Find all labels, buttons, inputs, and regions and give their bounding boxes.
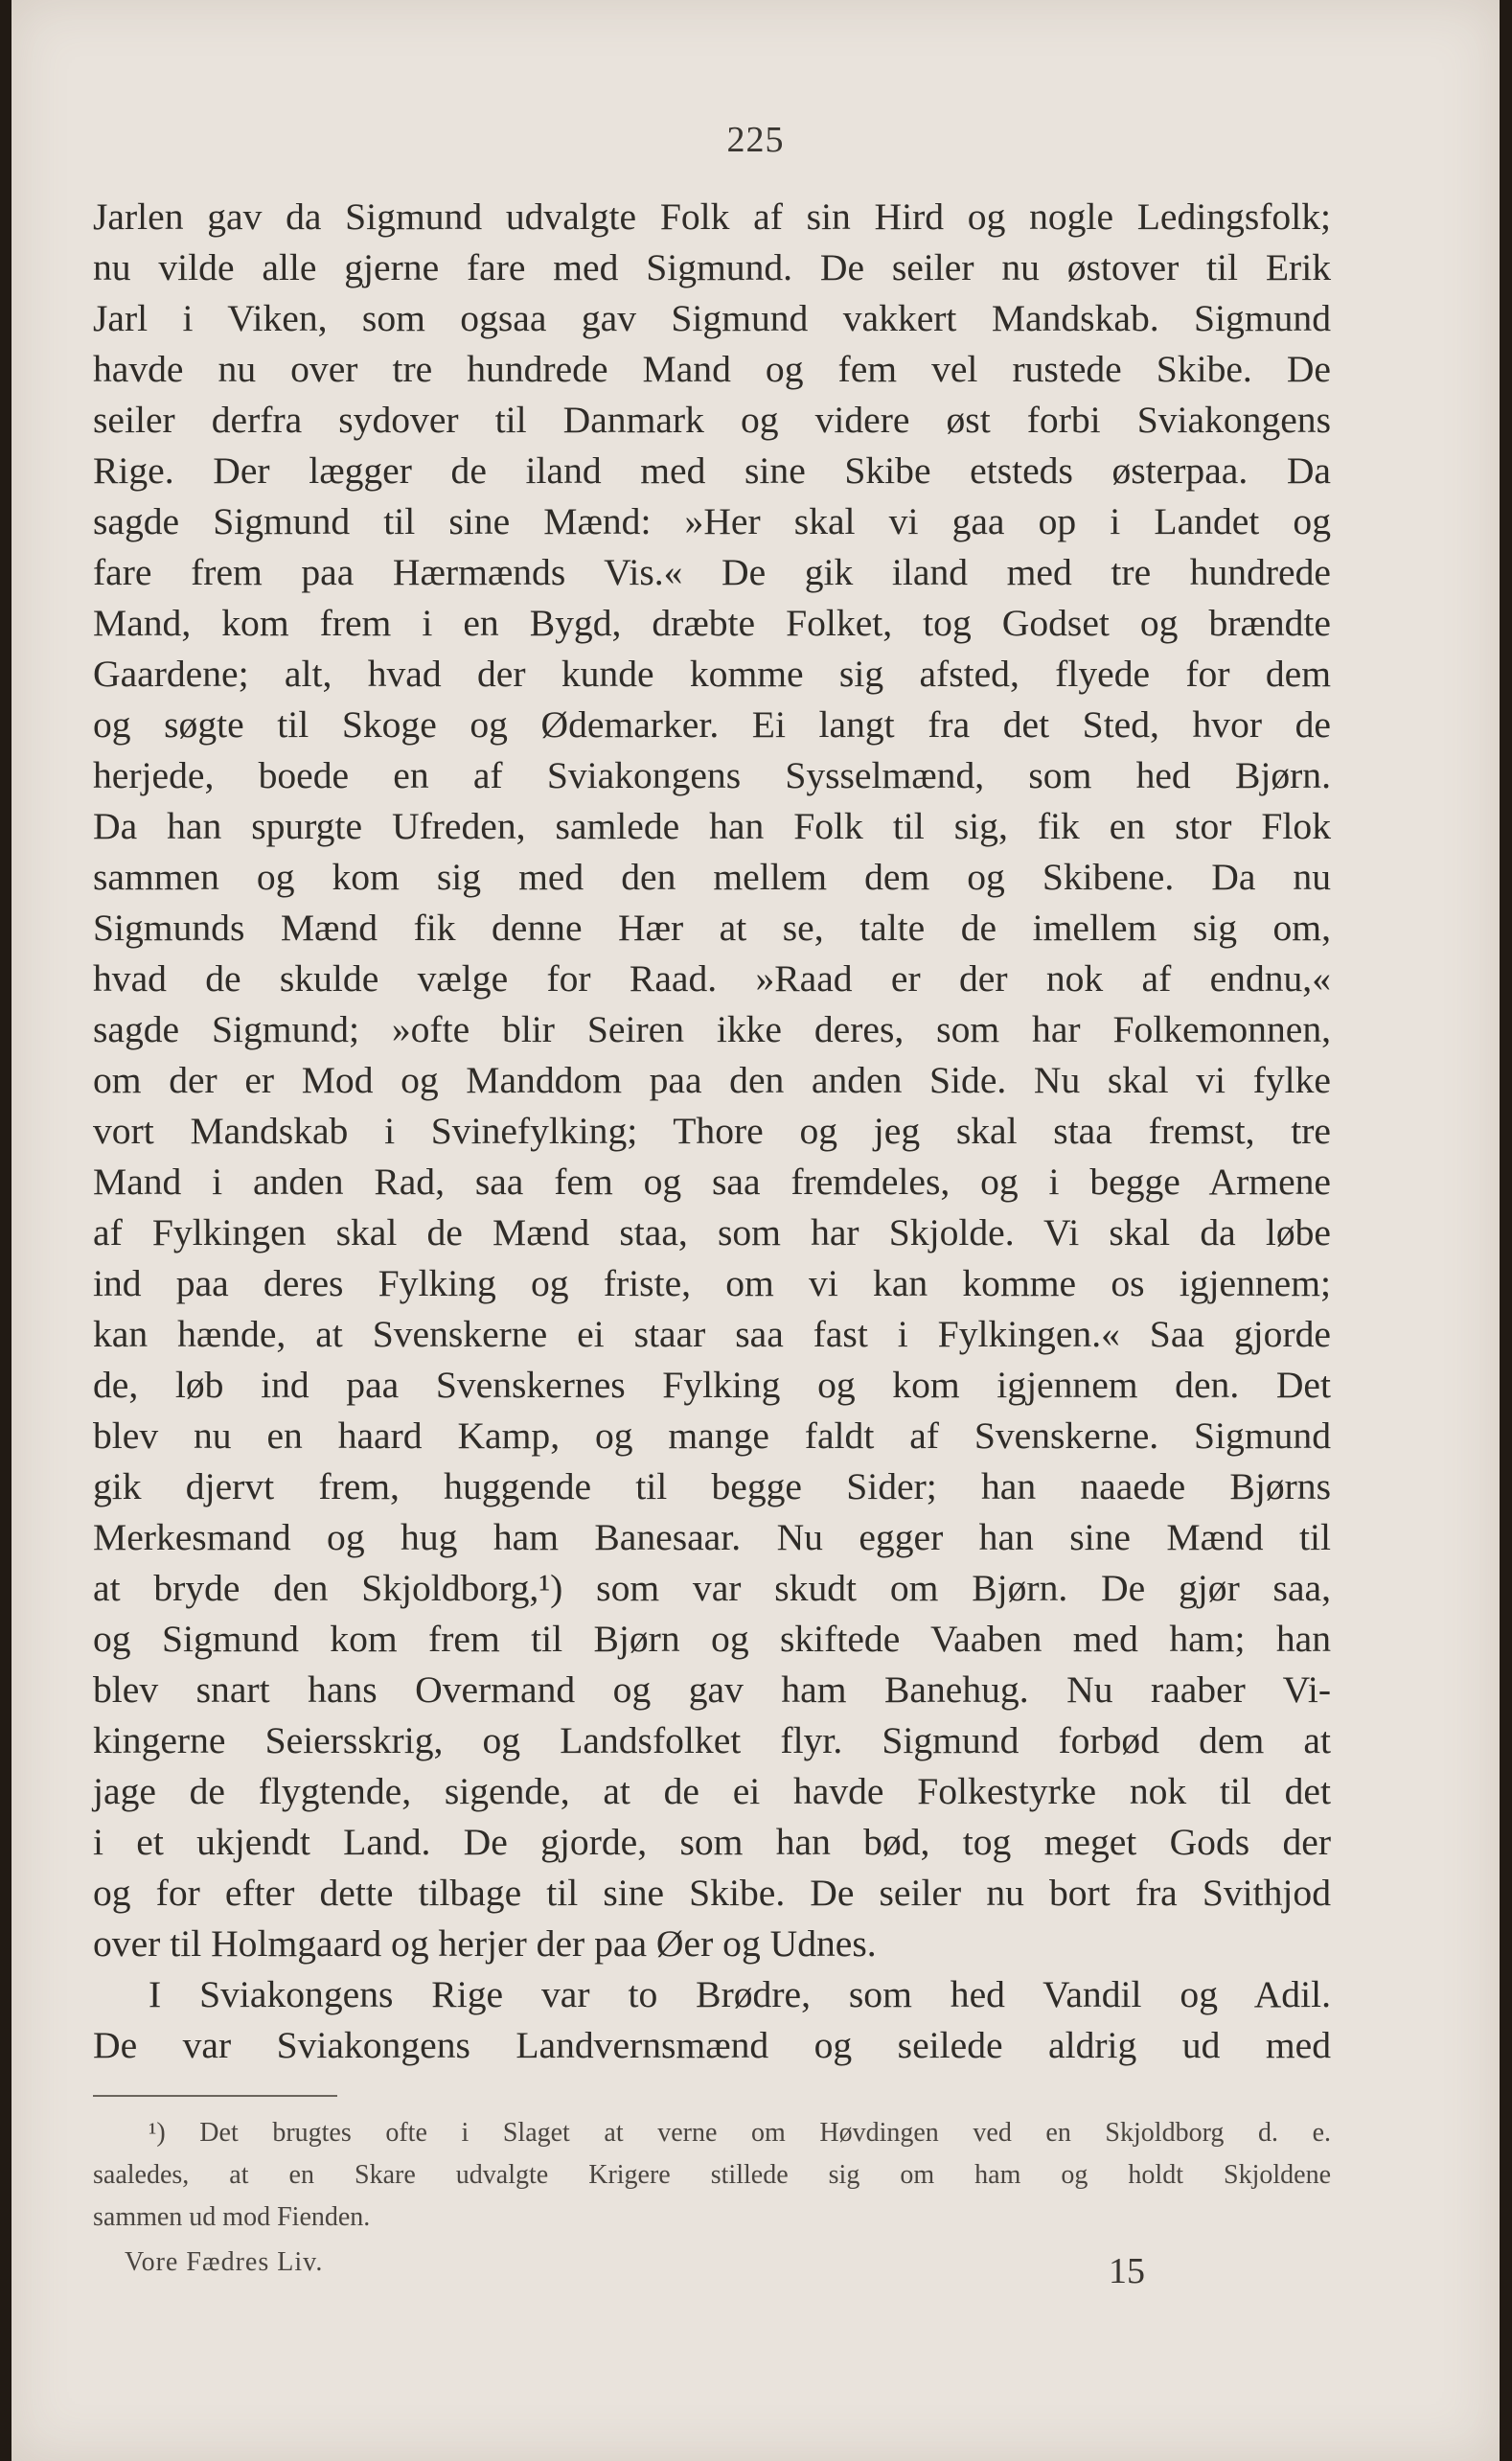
text-line: af Fylkingen skal de Mænd staa, som har Skjolde. Vi skal da løbe [93, 1211, 1331, 1254]
text-line: i et ukjendt Land. De gjorde, som han bød, tog meget Gods der [93, 1821, 1331, 1863]
text-line: hvad de skulde vælge for Raad. »Raad er der nok af endnu,« [93, 957, 1331, 1000]
text-line: Sigmunds Mænd fik denne Hær at se, talte de imellem sig om, [93, 907, 1331, 949]
text-line: I Sviakongens Rige var to Brødre, som hed Vandil og Adil. [149, 1973, 1331, 2015]
text-line: Gaardene; alt, hvad der kunde komme sig afsted, flyede for dem [93, 653, 1331, 695]
text-line: at bryde den Skjoldborg,¹) som var skudt om Bjørn. De gjør saa, [93, 1567, 1331, 1609]
text-line: om der er Mod og Manddom paa den anden Side. Nu skal vi fylke [93, 1059, 1331, 1101]
footnote-line: sammen ud mod Fienden. [93, 2202, 371, 2232]
text-line: de, løb ind paa Svenskernes Fylking og kom igjennem den. Det [93, 1364, 1331, 1406]
text-line: sammen og kom sig med den mellem dem og Skibene. Da nu [93, 856, 1331, 898]
footnote-divider [93, 2095, 337, 2097]
text-line: sagde Sigmund til sine Mænd: »Her skal vi gaa op i Landet og [93, 500, 1331, 542]
footnote-line: ¹) Det brugtes ofte i Slaget at verne om Høvdingen ved en Skjoldborg d. e. [149, 2118, 1331, 2148]
text-line: De var Sviakongens Landvernsmænd og seilede aldrig ud med [93, 2024, 1331, 2066]
text-line: over til Holmgaard og herjer der paa Øer og Udnes. [93, 1922, 877, 1965]
text-line: blev nu en haard Kamp, og mange faldt af Svenskerne. Sigmund [93, 1414, 1331, 1457]
footnote-line: saaledes, at en Skare udvalgte Krigere stillede sig om ham og holdt Skjoldene [93, 2160, 1331, 2190]
text-line: og Sigmund kom frem til Bjørn og skiftede Vaaben med ham; han [93, 1618, 1331, 1660]
text-line: seiler derfra sydover til Danmark og videre øst forbi Sviakongens [93, 399, 1331, 441]
text-line: Mand i anden Rad, saa fem og saa fremdeles, og i begge Armene [93, 1161, 1331, 1203]
footnote [93, 2112, 1331, 2239]
text-line: Da han spurgte Ufreden, samlede han Folk til sig, fik en stor Flok [93, 805, 1331, 847]
paragraph [93, 192, 1331, 1969]
text-line: og søgte til Skoge og Ødemarker. Ei langt fra det Sted, hvor de [93, 703, 1331, 746]
text-line: kingerne Seiersskrig, og Landsfolket flyr. Sigmund forbød dem at [93, 1719, 1331, 1761]
text-line: Rige. Der lægger de iland med sine Skibe etsteds østerpaa. Da [93, 449, 1331, 492]
text-line: blev snart hans Overmand og gav ham Banehug. Nu raaber Vi- [93, 1668, 1331, 1711]
text-line: kan hænde, at Svenskerne ei staar saa fast i Fylkingen.« Saa gjorde [93, 1313, 1331, 1355]
text-line: havde nu over tre hundrede Mand og fem vel rustede Skibe. De [93, 348, 1331, 390]
text-line: Merkesmand og hug ham Banesaar. Nu egger han sine Mænd til [93, 1516, 1331, 1558]
paragraph [93, 1969, 1331, 2071]
text-line: og for efter dette tilbage til sine Skibe. De seiler nu bort fra Svithjod [93, 1872, 1331, 1914]
text-line: fare frem paa Hærmænds Vis.« De gik iland med tre hundrede [93, 551, 1331, 593]
signature-mark: Vore Fædres Liv. [125, 2247, 324, 2277]
text-line: Jarl i Viken, som ogsaa gav Sigmund vakkert Mandskab. Sigmund [93, 297, 1331, 339]
book-page [11, 0, 1500, 2461]
text-line: gik djervt frem, huggende til begge Sider; han naaede Bjørns [93, 1465, 1331, 1507]
text-line: vort Mandskab i Svinefylking; Thore og jeg skal staa fremst, tre [93, 1110, 1331, 1152]
text-line: sagde Sigmund; »ofte blir Seiren ikke deres, som har Folkemonnen, [93, 1008, 1331, 1050]
body-text [93, 192, 1331, 2071]
sheet-number: 15 [1109, 2251, 1145, 2291]
text-line: nu vilde alle gjerne fare med Sigmund. De seiler nu østover til Erik [93, 246, 1331, 288]
page-number: 225 [726, 120, 785, 160]
text-line: jage de flygtende, sigende, at de ei havde Folkestyrke nok til det [93, 1770, 1331, 1812]
text-line: Mand, kom frem i en Bygd, dræbte Folket, tog Godset og brændte [93, 602, 1331, 644]
text-line: Jarlen gav da Sigmund udvalgte Folk af sin Hird og nogle Ledingsfolk; [93, 196, 1331, 238]
text-line: herjede, boede en af Sviakongens Sysselmænd, som hed Bjørn. [93, 754, 1331, 796]
text-line: ind paa deres Fylking og friste, om vi kan komme os igjennem; [93, 1262, 1331, 1304]
